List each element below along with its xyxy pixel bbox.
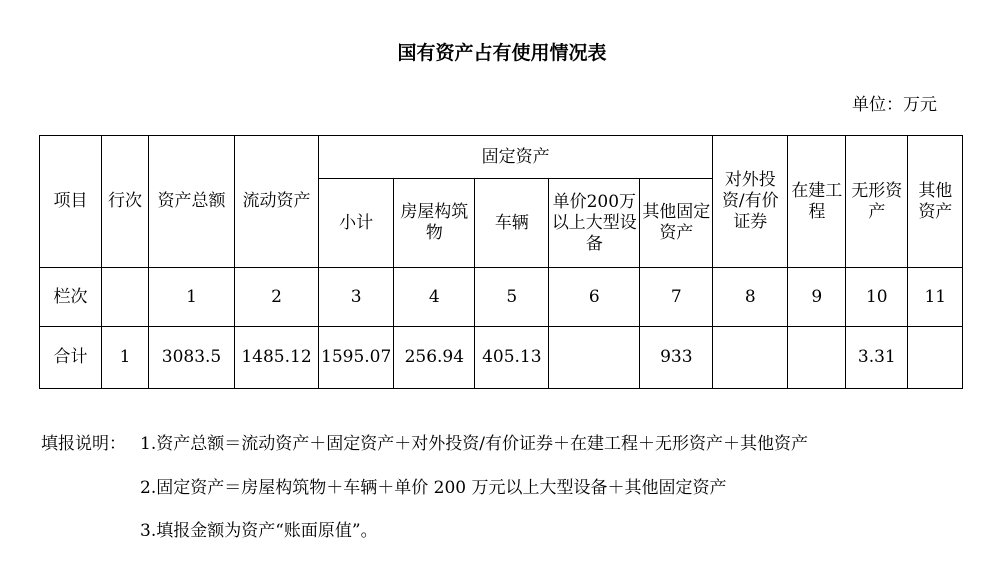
column-number-label: 栏次 <box>40 268 102 327</box>
note-item: 3.填报金额为资产“账面原值”。 <box>140 521 378 541</box>
header-other-fixed: 其他固定资产 <box>640 179 713 268</box>
header-vehicles: 车辆 <box>475 179 549 268</box>
column-number-cell: 8 <box>713 268 788 327</box>
column-number-cell: 2 <box>235 268 319 327</box>
header-large-equipment: 单价200万以上大型设备 <box>549 179 640 268</box>
total-value-cell <box>788 327 846 389</box>
column-number-row <box>40 268 963 327</box>
total-value-cell: 1595.07 <box>319 327 394 389</box>
total-value-cell <box>713 327 788 389</box>
total-row-no: 1 <box>102 327 149 389</box>
header-intangible: 无形资产 <box>846 136 908 268</box>
column-number-cell: 4 <box>394 268 475 327</box>
total-value-cell: 933 <box>640 327 713 389</box>
header-construction: 在建工程 <box>788 136 846 268</box>
column-number-cell: 6 <box>549 268 640 327</box>
notes-prefix: 填报说明： <box>41 434 126 454</box>
header-fixed-assets: 固定资产 <box>319 136 713 179</box>
total-value-cell: 3.31 <box>846 327 908 389</box>
column-number-cell: 3 <box>319 268 394 327</box>
total-value-cell: 405.13 <box>475 327 549 389</box>
column-number-cell: 10 <box>846 268 908 327</box>
total-label: 合计 <box>40 327 102 389</box>
column-number-cell: 5 <box>475 268 549 327</box>
asset-table <box>39 135 963 389</box>
note-item: 2.固定资产＝房屋构筑物＋车辆＋单价 200 万元以上大型设备＋其他固定资产 <box>140 478 727 498</box>
header-total-assets: 资产总额 <box>149 136 235 268</box>
column-number-cell: 1 <box>149 268 235 327</box>
header-subtotal: 小计 <box>319 179 394 268</box>
header-item: 项目 <box>40 136 102 268</box>
unit-label: 单位：万元 <box>852 95 937 115</box>
total-value-cell: 256.94 <box>394 327 475 389</box>
total-value-cell: 1485.12 <box>235 327 319 389</box>
column-number-cell: 7 <box>640 268 713 327</box>
note-item: 1.资产总额＝流动资产＋固定资产＋对外投资/有价证券＋在建工程＋无形资产＋其他资产 <box>140 434 808 454</box>
table-title: 国有资产占有使用情况表 <box>397 42 607 64</box>
column-number-cell: 9 <box>788 268 846 327</box>
column-number-blank <box>102 268 149 327</box>
total-row <box>40 327 963 389</box>
total-value-cell: 3083.5 <box>149 327 235 389</box>
header-row-no: 行次 <box>102 136 149 268</box>
total-value-cell <box>549 327 640 389</box>
header-current-assets: 流动资产 <box>235 136 319 268</box>
header-other-assets: 其他资产 <box>908 136 963 268</box>
header-investments: 对外投资/有价证券 <box>713 136 788 268</box>
total-value-cell <box>908 327 963 389</box>
header-buildings: 房屋构筑物 <box>394 179 475 268</box>
column-number-cell: 11 <box>908 268 963 327</box>
